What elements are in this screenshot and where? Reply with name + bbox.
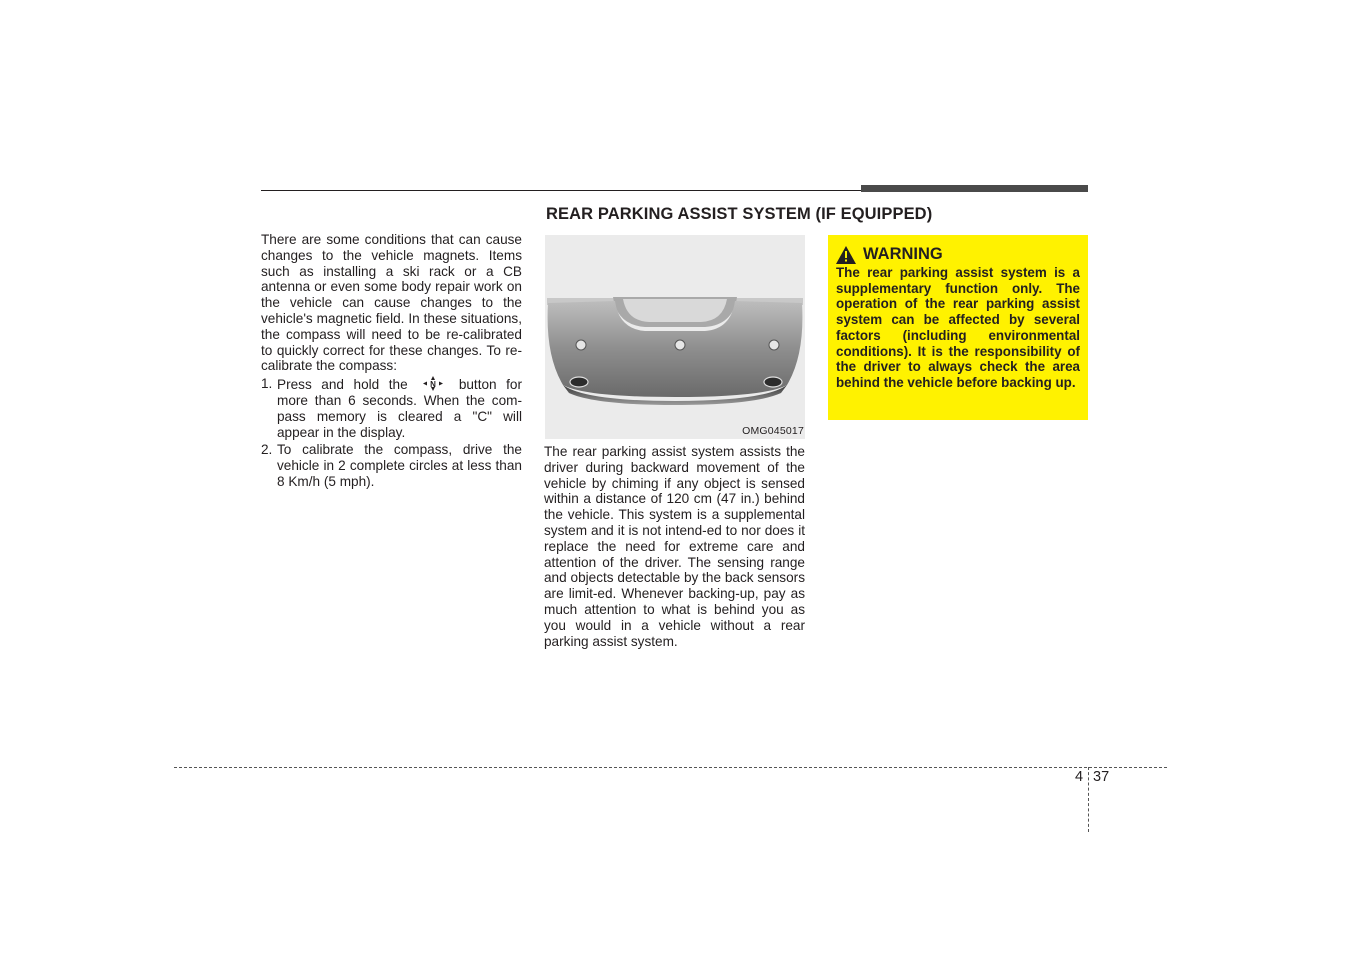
rear-bumper-figure [545,235,805,439]
step-1-text-after: button for more than 6 seconds. When the com-pass memory is cleared a "C" will appear in the display. [277,377,523,440]
calibration-steps [261,376,522,490]
step-number: 1. [261,376,273,392]
footer-rule [174,767,1167,768]
step-2-text: To calibrate the compass, drive the vehicle in 2 complete circles at less than 8 Km/h (5 mph). [277,442,522,489]
step-1 [261,376,522,440]
exhaust-right [764,377,782,387]
warning-triangle-icon [836,246,856,264]
warning-box [828,235,1088,420]
svg-text:N: N [430,380,437,390]
parking-sensor-left [576,340,586,350]
compass-button-icon [423,376,443,391]
section-title: REAR PARKING ASSIST SYSTEM (IF EQUIPPED) [546,205,933,223]
footer-divider [1088,767,1089,832]
exhaust-left [570,377,588,387]
left-column [261,232,522,492]
parking-sensor-right [769,340,779,350]
header-bar [861,185,1088,192]
step-number: 2. [261,442,273,458]
page-number: 37 [1093,769,1110,785]
warning-header [836,245,1080,264]
warning-title: WARNING [863,245,943,263]
rear-bumper-illustration [545,235,805,439]
header-rule [261,190,861,191]
parking-assist-description: The rear parking assist system assists the driver during backward movement of the vehicle by chiming if any object is sensed within a distance of 120 cm (47 in.) behind the vehicle. This system is a supplemental system and it is not intend-ed to nor does it replace the need for extreme care and attention of the driver. The sensing range and objects detectable by the back sensors are limit-ed. Whenever backing-up, pay as much attention to what is behind you as you would in a vehicle without a rear parking assist system. [544,444,805,649]
compass-intro: There are some conditions that can cause changes to the vehicle magnets. Items such as installing a ski rack or a CB antenna or even some body repair work on the vehicle can cause changes to the vehicle's magnetic field. In these situations, the compass will need to be re-calibrated to quickly correct for these changes. To re-calibrate the compass: [261,232,522,374]
warning-body: The rear parking assist system is a supplementary function only. The operation of the rear parking assist system can be affected by several factors (including environmental conditions). It is the responsibility of the driver to always check the area behind the vehicle before backing up. [836,265,1080,390]
chapter-number: 4 [1075,769,1084,785]
middle-column [544,444,805,649]
step-2 [261,442,522,489]
parking-sensor-center [675,340,685,350]
step-1-text-before: Press and hold the [277,377,408,393]
figure-code: OMG045017 [742,425,804,437]
